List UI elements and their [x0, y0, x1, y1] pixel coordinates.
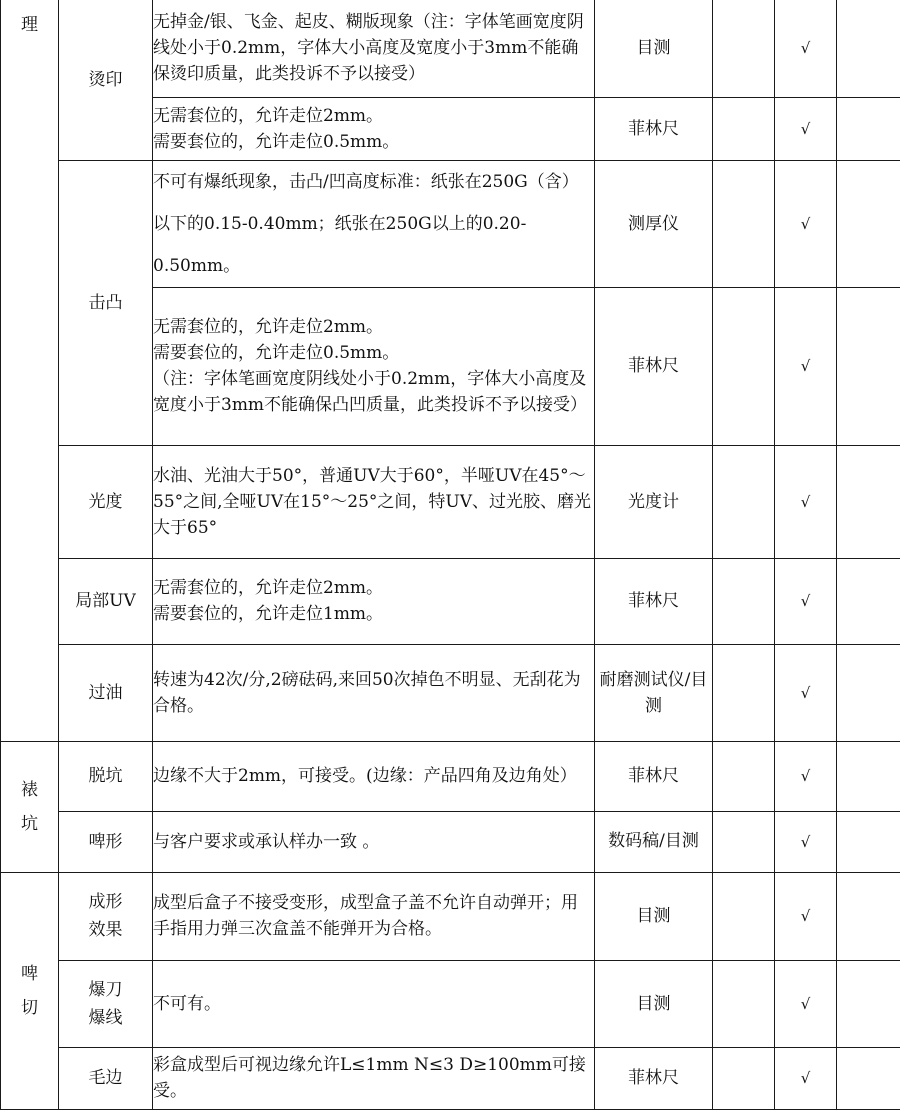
empty-cell — [713, 97, 775, 160]
check-cell — [775, 287, 837, 445]
empty-cell — [713, 872, 775, 960]
empty-cell — [837, 960, 900, 1047]
tool-cell — [595, 811, 713, 872]
standard-text: 成型后盒子不接受变形，成型盒子盖不允许自动弹开；用手指用力弹三次盒盖不能弹开为合格。 — [153, 893, 578, 939]
tool-cell — [595, 445, 713, 558]
checkmark-icon: √ — [800, 832, 811, 851]
empty-cell — [837, 445, 900, 558]
empty-cell — [713, 644, 775, 741]
empty-cell — [713, 741, 775, 811]
check-cell — [775, 811, 837, 872]
standard-text: 与客户要求或承认样办一致 。 — [153, 831, 380, 852]
item-cell — [59, 741, 153, 811]
tool-name: 数码稿/目测 — [608, 831, 699, 851]
checkmark-icon: √ — [800, 592, 811, 610]
table-row — [1, 741, 900, 811]
empty-cell — [837, 287, 900, 445]
tool-name: 测厚仪 — [628, 213, 679, 234]
item-name: 成形效果 — [88, 892, 123, 940]
standard-text: 需要套位的，允许走位0.5mm。 — [153, 131, 400, 152]
tool-cell — [595, 872, 713, 960]
checkmark-icon: √ — [800, 357, 811, 375]
item-name: 击凸 — [88, 292, 123, 313]
item-name: 爆刀爆线 — [88, 979, 123, 1028]
item-cell — [59, 558, 153, 644]
table-row — [1, 1047, 900, 1109]
standard-cell — [153, 0, 595, 97]
empty-cell — [713, 811, 775, 872]
standard-cell — [153, 644, 595, 741]
check-cell — [775, 97, 837, 160]
check-cell — [775, 558, 837, 644]
item-cell — [59, 644, 153, 741]
standard-cell — [153, 1047, 595, 1109]
empty-cell — [713, 0, 775, 97]
checkmark-icon: √ — [800, 214, 811, 233]
tool-name: 菲林尺 — [628, 1068, 679, 1088]
standard-cell — [153, 872, 595, 960]
standard-text: 水油、光油大于50°，普通UV大于60°，半哑UV在45°～55°之间,全哑UV在15°～25°之间，特UV、过光胶、磨光大于65° — [153, 465, 592, 538]
empty-cell — [713, 160, 775, 287]
empty-cell — [713, 287, 775, 445]
tool-cell — [595, 960, 713, 1047]
tool-cell — [595, 287, 713, 445]
tool-name: 菲林尺 — [628, 766, 679, 786]
table-row — [1, 644, 900, 741]
item-name: 光度 — [88, 491, 123, 512]
standard-cell — [153, 160, 595, 287]
standard-text: 需要套位的，允许走位1mm。 — [153, 604, 384, 624]
standard-text: 无需套位的，允许走位2mm。 — [153, 105, 384, 126]
tool-name: 菲林尺 — [628, 591, 679, 611]
standard-text: （注：字体笔画宽度阴线处小于0.2mm，字体大小高度及宽度小于3mm不能确保凸凹质量，此类投诉不予以接受） — [153, 369, 588, 415]
tool-name: 目测 — [636, 993, 671, 1014]
tool-cell — [595, 0, 713, 97]
standard-cell — [153, 960, 595, 1047]
table-row — [1, 160, 900, 287]
tool-name: 目测 — [636, 906, 671, 926]
checkmark-icon: √ — [800, 907, 811, 925]
tool-name: 菲林尺 — [628, 118, 679, 139]
standard-cell — [153, 445, 595, 558]
standard-text: 边缘不大于2mm，可接受。(边缘：产品四角及边角处） — [153, 766, 577, 786]
tool-name: 目测 — [636, 38, 671, 59]
tool-cell — [595, 741, 713, 811]
item-name: 啤形 — [88, 831, 123, 852]
empty-cell — [837, 1047, 900, 1109]
item-name: 局部UV — [75, 591, 136, 611]
standard-cell — [153, 811, 595, 872]
tool-name: 菲林尺 — [628, 356, 679, 376]
tool-cell — [595, 1047, 713, 1109]
group-label: 理 — [21, 15, 38, 35]
standard-cell — [153, 741, 595, 811]
empty-cell — [837, 872, 900, 960]
tool-name: 光度计 — [628, 491, 679, 512]
check-cell — [775, 445, 837, 558]
standard-cell — [153, 97, 595, 160]
item-name: 毛边 — [88, 1068, 123, 1088]
check-cell — [775, 160, 837, 287]
standard-text: 不可有。 — [153, 993, 221, 1014]
empty-cell — [837, 644, 900, 741]
standard-cell — [153, 287, 595, 445]
group-label: 裱坑 — [21, 779, 38, 834]
empty-cell — [713, 960, 775, 1047]
tool-cell — [595, 558, 713, 644]
table-row — [1, 872, 900, 960]
checkmark-icon: √ — [800, 994, 811, 1013]
empty-cell — [837, 0, 900, 97]
table-row — [1, 811, 900, 872]
empty-cell — [713, 445, 775, 558]
checkmark-icon: √ — [800, 492, 811, 511]
standard-text: 需要套位的，允许走位0.5mm。 — [153, 343, 400, 363]
item-name: 脱坑 — [88, 766, 123, 786]
check-cell — [775, 741, 837, 811]
empty-cell — [837, 558, 900, 644]
standard-text: 转速为42次/分,2磅砝码,来回50次掉色不明显、无刮花为合格。 — [153, 669, 581, 716]
item-cell — [59, 811, 153, 872]
group-label-cell — [1, 0, 59, 741]
tool-cell — [595, 644, 713, 741]
item-cell — [59, 445, 153, 558]
checkmark-icon: √ — [800, 1069, 811, 1087]
checkmark-icon: √ — [800, 683, 811, 702]
tool-name: 耐磨测试仪/目测 — [599, 669, 708, 716]
standard-text: 不可有爆纸现象，击凸/凹高度标准：纸张在250G（含）以下的0.15-0.40mm；纸张在250G以上的0.20-0.50mm。 — [153, 171, 579, 276]
group-label-cell — [1, 741, 59, 872]
group-label: 啤切 — [21, 963, 38, 1018]
item-name: 过油 — [88, 682, 123, 703]
check-cell — [775, 960, 837, 1047]
table-row — [1, 558, 900, 644]
empty-cell — [837, 160, 900, 287]
empty-cell — [713, 558, 775, 644]
table-row — [1, 0, 900, 97]
tool-cell — [595, 97, 713, 160]
check-cell — [775, 1047, 837, 1109]
group-label-cell — [1, 872, 59, 1109]
standard-text: 彩盒成型后可视边缘允许L≤1mm N≤3 D≥100mm可接受。 — [153, 1055, 586, 1101]
item-cell — [59, 960, 153, 1047]
item-cell — [59, 0, 153, 160]
item-name: 烫印 — [88, 69, 123, 90]
check-cell — [775, 872, 837, 960]
empty-cell — [837, 741, 900, 811]
table-row — [1, 960, 900, 1047]
item-cell — [59, 160, 153, 445]
empty-cell — [837, 811, 900, 872]
checkmark-icon: √ — [800, 767, 811, 785]
empty-cell — [837, 97, 900, 160]
standard-text: 无需套位的，允许走位2mm。 — [153, 578, 384, 598]
table-row — [1, 445, 900, 558]
item-cell — [59, 1047, 153, 1109]
item-cell — [59, 872, 153, 960]
standard-text: 无掉金/银、飞金、起皮、糊版现象（注：字体笔画宽度阴线处小于0.2mm，字体大小高度及宽度小于3mm不能确保烫印质量，此类投诉不予以接受） — [153, 12, 584, 85]
empty-cell — [713, 1047, 775, 1109]
standard-cell — [153, 558, 595, 644]
checkmark-icon: √ — [800, 119, 811, 138]
check-cell — [775, 0, 837, 97]
checkmark-icon: √ — [800, 39, 811, 58]
tool-cell — [595, 160, 713, 287]
standard-text: 无需套位的，允许走位2mm。 — [153, 317, 384, 337]
check-cell — [775, 644, 837, 741]
